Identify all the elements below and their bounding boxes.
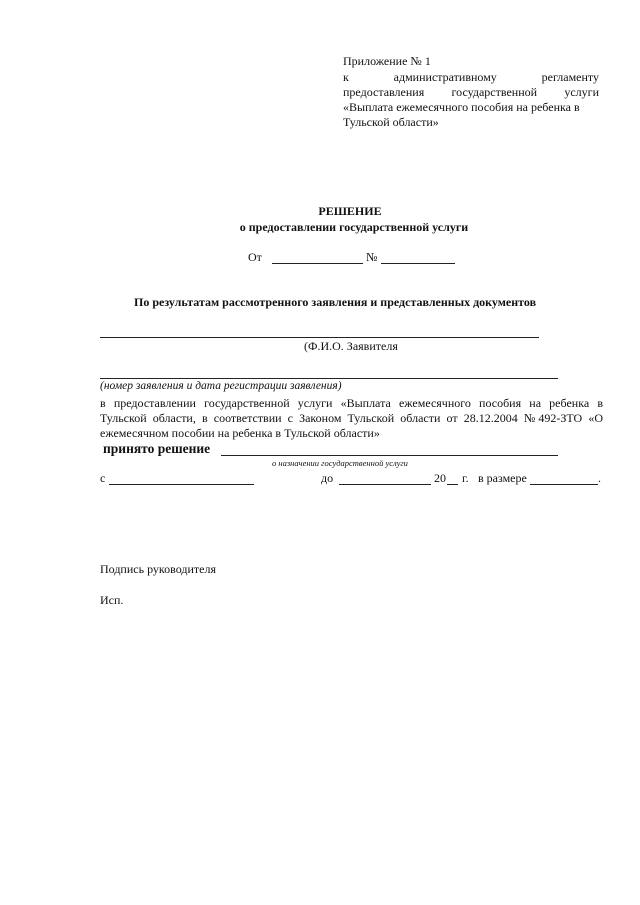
period-year-suffix: г.	[462, 471, 469, 485]
number-label: №	[366, 250, 378, 264]
period-year-field[interactable]	[447, 484, 458, 485]
amount-label: в размере	[478, 471, 527, 485]
application-number-line[interactable]	[100, 378, 558, 379]
decision-label: принято решение	[103, 441, 211, 456]
period-to-field[interactable]	[339, 484, 431, 485]
appendix-line-2: предоставления государственной услуги	[343, 85, 599, 99]
period-year-prefix: 20	[434, 471, 446, 485]
applicant-caption: (Ф.И.О. Заявителя	[304, 339, 398, 353]
intro-text: По результатам рассмотренного заявления и представленных документов	[134, 295, 537, 309]
period-from-label: с	[100, 471, 106, 485]
date-from-label: От	[248, 250, 262, 264]
period-from-field[interactable]	[109, 484, 254, 485]
amount-field[interactable]	[530, 484, 598, 485]
date-field-line[interactable]	[272, 263, 363, 264]
body-line-1: в предоставлении государственной услуги «Выплата ежемесячного пособия на ребенка в	[100, 396, 603, 410]
decision-field-line[interactable]	[221, 455, 558, 456]
appendix-line-3: «Выплата ежемесячного пособия на ребенка в	[343, 100, 580, 114]
number-field-line[interactable]	[381, 263, 455, 264]
period-end-mark: .	[598, 471, 601, 485]
appendix-line-1: к административному регламенту	[343, 70, 599, 84]
document-title: РЕШЕНИЕ	[318, 204, 382, 218]
applicant-name-line[interactable]	[100, 337, 539, 338]
appendix-title: Приложение № 1	[343, 54, 431, 68]
body-line-2: Тульской области, в соответствии с Законом Тульской области от 28.12.2004 №492-ЗТО «О	[100, 411, 603, 425]
body-line-3: ежемесячном пособии на ребенка в Тульской области»	[100, 426, 380, 440]
signature-label: Подпись руководителя	[100, 562, 216, 576]
period-to-label: до	[321, 471, 334, 485]
application-caption: (номер заявления и дата регистрации заявления)	[100, 380, 342, 392]
executor-label: Исп.	[100, 593, 124, 607]
document-subtitle: о предоставлении государственной услуги	[239, 220, 469, 234]
appendix-line-4: Тульской области»	[343, 115, 439, 129]
decision-caption: о назначении государственной услуги	[272, 458, 408, 468]
